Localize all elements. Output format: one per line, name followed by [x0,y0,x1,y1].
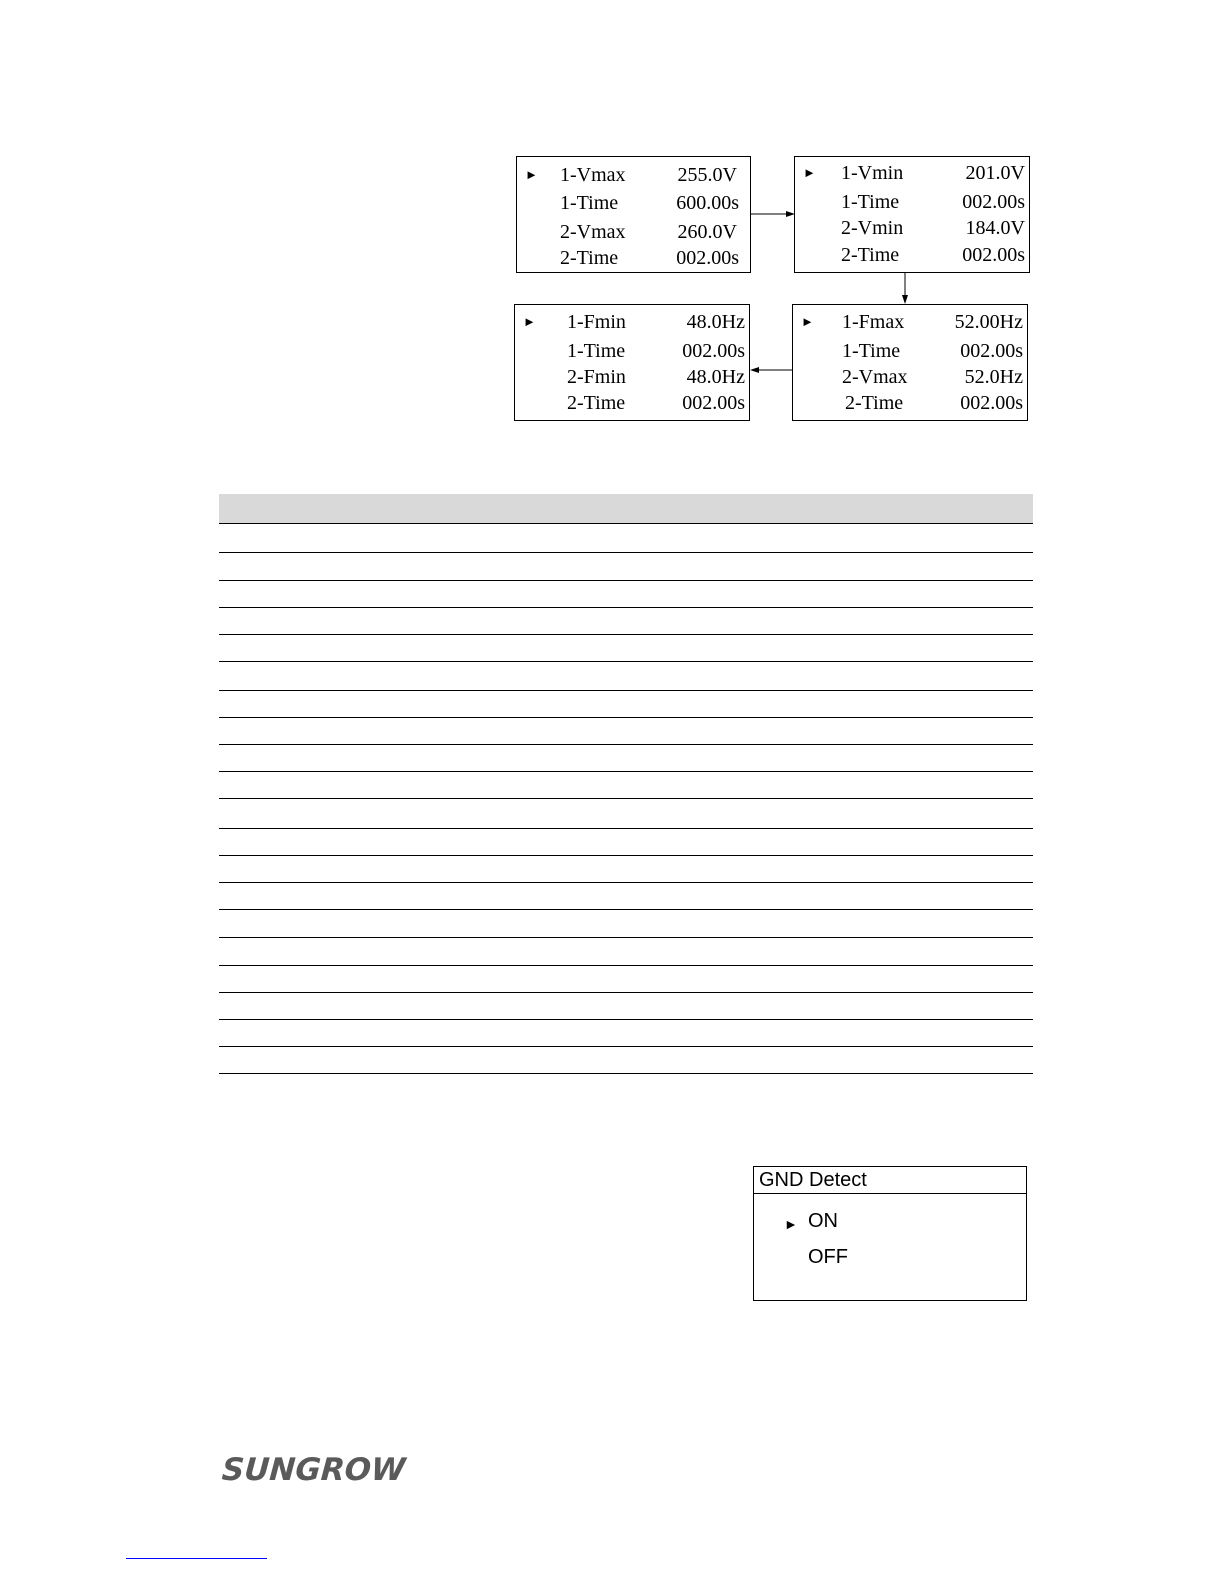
lcd-row [795,160,1029,186]
param-label: 1-Vmin [841,162,904,184]
param-label: 1-Vmax [560,164,626,186]
lcd-row [793,390,1027,416]
param-label: 2-Time [841,244,900,266]
table-row [219,691,1033,718]
lcd-row [515,338,749,364]
footer-link-underline [126,1558,267,1559]
lcd-row [793,309,1027,335]
lcd-row [517,190,750,216]
param-value: 002.00s [962,191,1025,213]
lcd-row [517,162,750,188]
param-value: 48.0Hz [686,366,745,388]
param-label: 1-Time [567,340,626,362]
cursor-arrow-icon: ► [803,165,816,180]
table-row [219,608,1033,635]
param-value: 600.00s [676,192,739,214]
option-off[interactable]: OFF [808,1246,848,1268]
param-value: 002.00s [682,340,745,362]
param-value: 48.0Hz [686,311,745,333]
sungrow-logo: SUNGROW [220,1452,407,1488]
table-row [219,799,1033,829]
cursor-arrow-icon: ► [801,314,814,329]
lcd-row [795,189,1029,215]
param-value: 184.0V [965,217,1025,239]
lcd-screen-fmax [792,304,1028,421]
param-label: 1-Time [842,340,901,362]
table-row [219,966,1033,993]
param-value: 002.00s [962,244,1025,266]
param-value: 002.00s [960,392,1023,414]
param-value: 201.0V [965,162,1025,184]
param-value: 52.00Hz [954,311,1023,333]
table-row [219,581,1033,608]
lcd-row [515,309,749,335]
table-row [219,553,1033,581]
param-label: 2-Fmin [567,366,626,388]
cursor-arrow-icon: ► [523,314,536,329]
table-row [219,635,1033,662]
lcd-row [793,364,1027,390]
lcd-row [515,390,749,416]
lcd-screen-vmax [516,156,751,273]
lcd-row [515,364,749,390]
table-row [219,856,1033,883]
lcd-row [793,338,1027,364]
table-row [219,1020,1033,1047]
flow-arrow-left-icon [750,364,792,376]
table-row [219,524,1033,553]
param-label: 2-Time [567,392,626,414]
table-row [219,938,1033,966]
option-on[interactable]: ON [808,1210,838,1232]
lcd-row [795,242,1029,268]
param-label: 2-Time [560,247,619,269]
lcd-screen-gnd-detect [753,1166,1027,1301]
lcd-screen-vmin [794,156,1030,273]
param-value: 255.0V [677,164,737,186]
table-row [219,745,1033,772]
param-value: 52.0Hz [964,366,1023,388]
table-row [219,772,1033,799]
table-row [219,993,1033,1020]
flow-arrow-right-icon [751,208,795,220]
param-label: 2-Vmax [842,366,908,388]
param-value: 260.0V [677,221,737,243]
param-label: 2-Time [845,392,904,414]
lcd-row [517,245,750,271]
gnd-detect-title: GND Detect [754,1167,1026,1194]
param-value: 002.00s [682,392,745,414]
lcd-row [517,219,750,245]
param-value: 002.00s [676,247,739,269]
table-header [219,494,1033,524]
param-value: 002.00s [960,340,1023,362]
table-row [219,910,1033,938]
parameter-table [219,494,1033,1074]
table-row [219,662,1033,691]
lcd-row [795,215,1029,241]
param-label: 1-Fmin [567,311,626,333]
table-row [219,829,1033,856]
table-row [219,1047,1033,1074]
cursor-arrow-icon: ► [525,167,538,182]
param-label: 2-Vmin [841,217,904,239]
param-label: 2-Vmax [560,221,626,243]
cursor-arrow-icon: ► [784,1216,798,1232]
lcd-screen-fmin [514,304,750,421]
param-label: 1-Time [560,192,619,214]
param-label: 1-Fmax [842,311,905,333]
flow-arrow-down-icon [899,273,911,304]
param-label: 1-Time [841,191,900,213]
table-row [219,718,1033,745]
table-row [219,883,1033,910]
